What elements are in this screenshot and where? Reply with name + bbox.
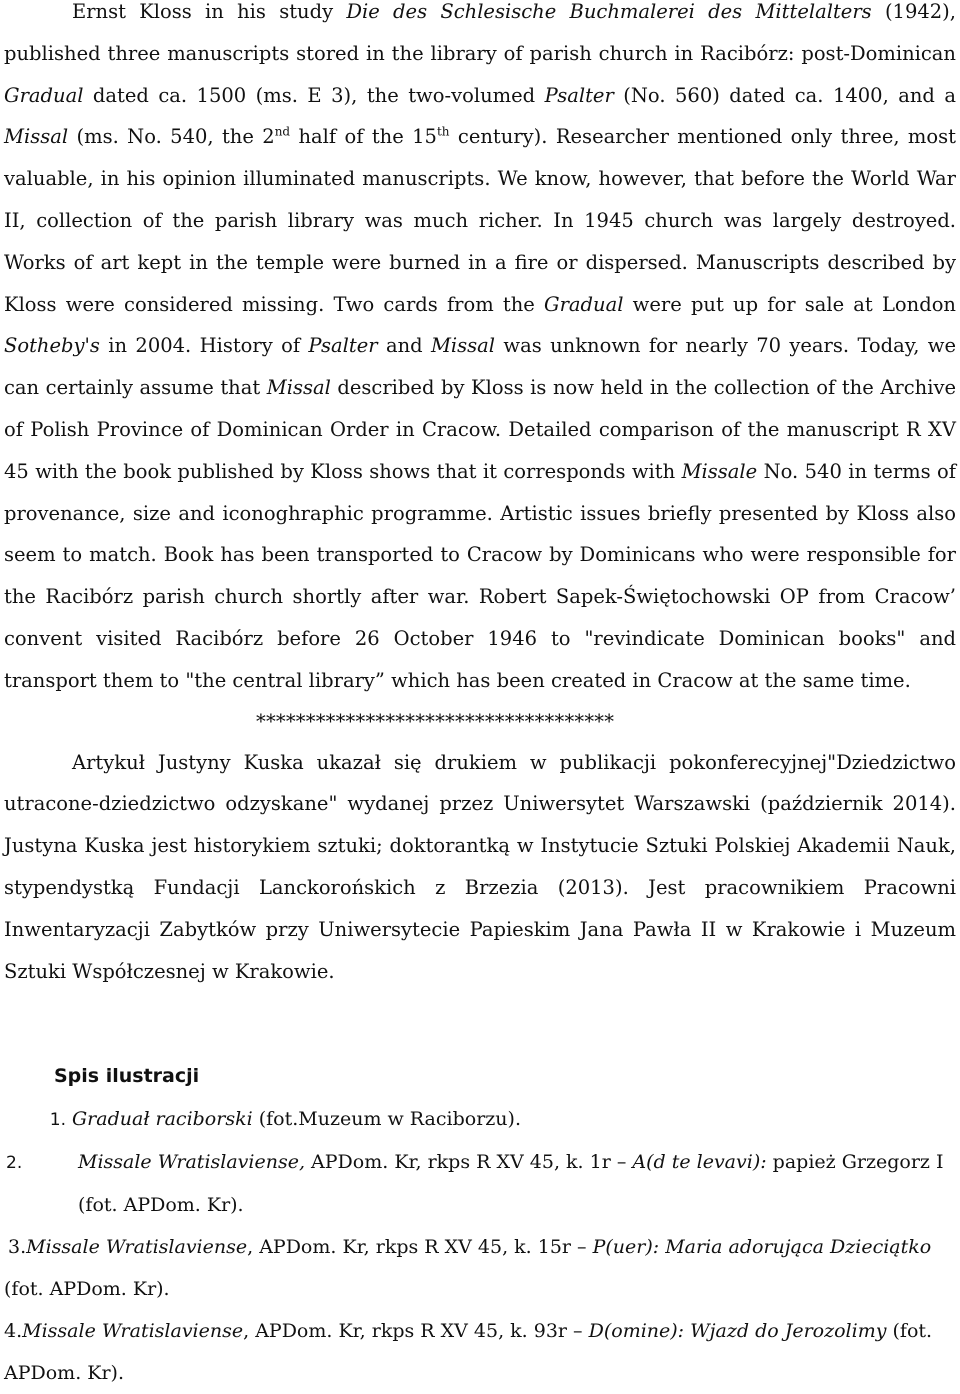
manuscript-name: Gradual: [544, 292, 624, 316]
text-segment: dated ca. 1500 (ms. E 3), the two-volumed: [83, 83, 545, 107]
text-segment: described by Kloss is now held in the collection of the Archive of Polish Province of Dominican Order in Cracow. Detailed comparison of the manuscript R XV 45 with the book published by Kloss shows that it corresponds with: [4, 376, 956, 483]
manuscript-name: Missal: [266, 376, 331, 400]
item-number: 1.: [49, 1110, 66, 1131]
list-item: [4, 1310, 956, 1394]
item-text: APDom. Kr, rkps R XV 45, k. 1r –: [305, 1151, 633, 1174]
item-number: 4.: [4, 1320, 23, 1343]
item-number: 3.: [8, 1236, 27, 1259]
text-segment: century). Researcher mentioned only three, most valuable, in his opinion illuminated manuscripts. We know, however, that before the World War II, collection of the parish library was much richer. In 1945 church was largely destroyed. Works of art kept in the temple were burned in a fire or dispersed. Manuscripts described by Kloss were considered missing. Two cards from the: [4, 125, 957, 316]
text-segment: Ernst Kloss in his study: [72, 0, 347, 23]
item-title: Missale Wratislaviense: [26, 1236, 248, 1259]
item-text: , APDom. Kr, rkps R XV 45, k. 15r –: [247, 1236, 593, 1259]
list-item: [4, 1098, 956, 1141]
item-text: (fot. APDom. Kr).: [4, 1320, 933, 1385]
manuscript-name: Gradual: [4, 83, 84, 107]
text-segment: (1942), published three manuscripts stored in the library of parish church in Racibórz: post-Dominican: [4, 0, 956, 65]
text-segment: in 2004. History of: [99, 334, 309, 358]
item-subject: A(d te levavi):: [632, 1151, 767, 1174]
item-number: 2.: [6, 1153, 23, 1174]
book-title: Die des Schlesische Buchmalerei des Mittelalters: [346, 0, 872, 23]
ordinal-suffix: nd: [274, 124, 291, 139]
item-text: papież Grzegorz I (fot. APDom. Kr).: [78, 1151, 944, 1217]
item-title: Missale Wratislaviense,: [78, 1151, 305, 1174]
manuscript-name: Psalter: [544, 83, 614, 107]
manuscript-name: Psalter: [308, 334, 378, 358]
illustration-list: [4, 1098, 956, 1394]
text-segment: No. 540 in terms of provenance, size and iconoghraphic programme. Artistic issues briefly presented by Kloss also seem to match. Book has been transported to Cracow by Dominicans who were responsible for the Racibórz parish church shortly after war. Robert Sapek-Świętochowski OP from Cracow’ convent visited Racibórz before 26 October 1946 to "revindicate Dominican books" and transport them to "the central library” which has been created in Cracow at the same time.: [4, 459, 956, 692]
text-segment: (ms. No. 540, the 2: [68, 125, 275, 149]
list-item: [4, 1141, 956, 1226]
item-text: (fot.Muzeum w Raciborzu).: [252, 1108, 521, 1131]
manuscript-name: Missale: [681, 459, 758, 483]
item-text: , APDom. Kr, rkps R XV 45, k. 93r –: [243, 1320, 589, 1343]
item-subject: P(uer): Maria adorująca Dzieciątko: [592, 1236, 932, 1259]
text-segment: half of the 15: [290, 125, 437, 149]
separator-stars: ************************************: [256, 709, 615, 733]
auction-house: Sotheby's: [4, 334, 100, 358]
item-title: Missale Wratislaviense: [22, 1320, 244, 1343]
text-segment: were put up for sale at London: [623, 292, 956, 316]
paragraph-english: [4, 0, 956, 702]
list-item: [4, 1226, 956, 1310]
text-segment: was unknown for nearly 70 years. Today, we can certainly assume that: [4, 334, 956, 400]
ordinal-suffix: th: [436, 124, 450, 139]
item-subject: D(omine): Wjazd do Jerozolimy: [588, 1320, 887, 1343]
manuscript-name: Missal: [4, 125, 69, 149]
list-heading: Spis ilustracji: [54, 1065, 200, 1088]
item-text: (fot. APDom. Kr).: [4, 1278, 170, 1301]
item-title: Graduał raciborski: [72, 1108, 253, 1131]
text-segment: and: [377, 334, 431, 358]
paragraph-polish: Artykuł Justyny Kuska ukazał się drukiem w publikacji pokonferecyjnej"Dziedzictwo utracone-dziedzictwo odzyskane" wydanej przez Uniwersytet Warszawski (październik 2014). Justyna Kuska jest historykiem sztuki; doktorantką w Instytucie Sztuki Polskiej Akademii Nauk, stypendystką Fundacji Lanckorońskich z Brzezia (2013). Jest pracownikiem Pracowni Inwentaryzacji Zabytków przy Uniwersytecie Papieskim Jana Pawła II w Krakowie i Muzeum Sztuki Współczesnej w Krakowie.: [4, 750, 956, 983]
manuscript-name: Missal: [430, 334, 496, 358]
text-segment: (No. 560) dated ca. 1400, and a: [613, 83, 957, 107]
